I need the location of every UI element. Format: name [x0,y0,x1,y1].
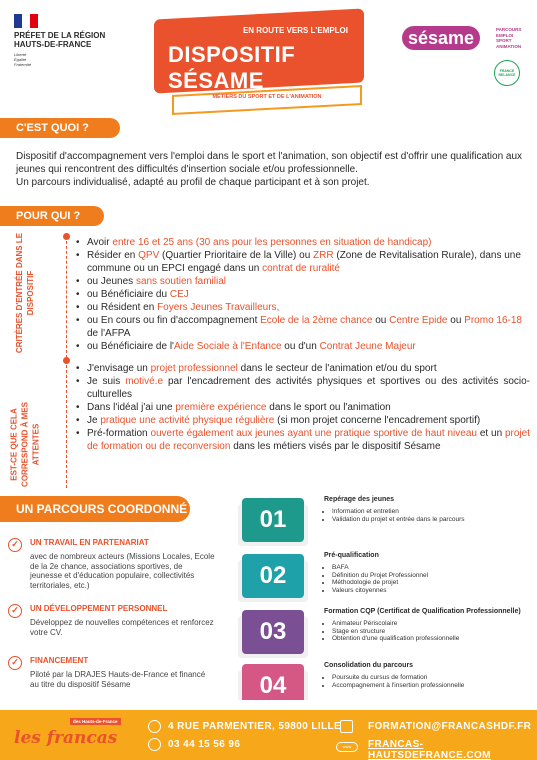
list-item: • Définition du Projet Professionnel [332,572,536,580]
phone-text: 03 44 15 56 96 [168,739,241,750]
text: ou [447,315,465,326]
text: J'envisage un [87,363,151,374]
step-3 [238,606,537,666]
block-title: UN TRAVAIL EN PARTENARIAT [30,538,149,547]
list-item [76,275,530,288]
list-item [76,314,530,340]
check-icon: ✓ [8,538,22,552]
sesame-tags [496,27,521,49]
block-description: Piloté par la DRAJES Hauts-de-France et financé au titre du dispositif Sésame [30,670,206,689]
step-items [324,508,536,523]
list-item [76,375,530,401]
list-item [76,427,530,453]
text: ou [372,315,390,326]
highlight: contrat de ruralité [262,263,340,274]
email-link[interactable]: FORMATION@FRANCASHDF.FR [368,721,532,732]
step-number: 03 [242,610,304,654]
criteria-rule [66,236,67,358]
motto-line: Égalité [14,57,27,62]
footer [0,700,537,760]
sesame-tag: ANIMATION [496,43,522,49]
text: ou Résident en [87,302,158,313]
phone-icon [148,738,161,751]
banner-kicker: EN ROUTE VERS L'EMPLOI [242,26,348,35]
highlight: Aide Sociale à l'Enfance [173,341,282,352]
step-items [324,674,536,689]
text: Résider en [87,250,139,261]
step-number: 01 [242,498,304,542]
block-title: UN DÉVELOPPEMENT PERSONNEL [30,604,168,613]
list-item [76,288,530,301]
france-relance-seal-icon: FRANCE RELANCE [494,60,520,86]
funding-block [8,656,216,689]
highlight: projet professionnel [150,363,238,374]
prefet-logo [14,14,114,67]
section-title-what: C'EST QUOI ? [0,118,120,138]
highlight: Ecole de la 2ème chance [260,315,373,326]
francas-logo [14,718,124,758]
step-title: Pré-qualification [324,552,379,559]
check-icon: ✓ [8,604,22,618]
highlight: motivé.e [125,376,164,387]
step-title: Formation CQP (Certificat de Qualification Professionnelle) [324,608,521,615]
step-items [324,620,536,643]
step-number: 02 [242,554,304,598]
page-title: DISPOSITIF SÉSAME [168,42,296,93]
text: (si mon projet concerne l'encadrement sportif) [274,415,481,426]
flag-stripe-white [22,14,30,28]
email-icon [340,720,353,733]
highlight: entre 16 et 25 ans (30 ans pour les personnes en situation de handicap) [112,237,432,248]
rule-cap [63,233,70,240]
list-item [76,362,530,375]
intro-text [16,150,526,189]
text: Je suis [87,376,126,387]
prefet-motto [14,52,114,67]
intro-paragraph: Dispositif d'accompagnement vers l'emploi dans le sport et l'animation, son objectif est d'offrir une qualification aux jeunes qui rencontrent des difficultés d'insertion sociale et/ou professionnelle. [16,151,523,175]
motto-line: Fraternité [14,62,32,67]
prefet-name: PRÉFET DE LA RÉGION HAUTS-DE-FRANCE [14,31,106,49]
list-item: • Poursuite du cursus de formation [332,674,536,682]
highlight: pratique une activité physique régulière [100,415,275,426]
list-item: • Validation du projet et entrée dans le parcours [332,516,536,524]
website-link[interactable]: FRANCAS-HAUTSDEFRANCE.COM [368,739,491,760]
list-item: • Animateur Périscolaire [332,620,536,628]
block-description: Développez de nouvelles compétences et renforcez votre CV. [30,618,214,637]
text: par l'encadrement des activités physiques et sportives ou des activités socio-culturelles [87,376,530,400]
list-item [76,340,530,353]
text: dans le sport ou l'animation [266,402,391,413]
text: ou d'un [281,341,320,352]
text: Dans l'idéal j'ai une [87,402,176,413]
motto-line: Liberté [14,52,27,57]
highlight: Promo 16-18 [464,315,522,326]
marianne-flag-icon [14,14,38,28]
highlight: QPV [138,250,160,261]
text: ou En cours ou fin d'accompagnement [87,315,261,326]
highlight: première expérience [175,402,267,413]
text: (Quartier Prioritaire de la Ville) ou [159,250,314,261]
section-title-who: POUR QUI ? [0,206,104,226]
highlight: Centre Epide [389,315,448,326]
check-icon: ✓ [8,656,22,670]
expectations-rule [66,360,67,488]
flag-stripe-blue [14,14,22,28]
step-number: 04 [242,664,304,708]
francas-wordmark: les francas [14,728,118,748]
text: Pré-formation [87,428,151,439]
website-icon: www [336,742,358,752]
step-2 [238,550,537,610]
flag-stripe-red [30,14,38,28]
expectations-side-label: EST-CE QUE CELA CORRESPOND À MES ATTENTES [9,402,41,487]
text: ou Bénéficiaire de l' [87,341,174,352]
text: Je [87,415,101,426]
sesame-tag: PARCOURS [496,27,522,32]
text: dans les métiers visés par le dispositif Sésame [230,441,441,452]
text: (Zone de Revitalisation Rurale), dans une commune ou un EPCI engagé dans un [87,250,521,274]
partnership-block [8,538,216,590]
francas-region-tag: des Hauts-de-France [70,718,121,725]
step-title: Repérage des jeunes [324,496,395,503]
list-item [76,236,530,249]
text: ou Bénéficiaire du [87,289,170,300]
block-description: avec de nombreux acteurs (Missions Locales, Ecole de la 2e chance, associations sportives, de jeunesse et d'éducation populaire, collectivités territoriales, etc.) [30,552,215,590]
text: dans le secteur de l'animation et/ou du sport [237,363,437,374]
list-item [76,249,530,275]
list-item: • BAFA [332,564,536,572]
rule-cap [63,357,70,364]
highlight: projet de formation ou de reconversion [87,428,531,452]
step-title: Consolidation du parcours [324,662,414,669]
sesame-tag: EMPLOI [496,32,514,38]
text: de l'AFPA [87,328,131,339]
list-item: • Information et entretien [332,508,536,516]
list-item: • Valeurs citoyennes [332,587,536,595]
block-title: FINANCEMENT [30,656,89,665]
title-banner [154,14,364,106]
location-pin-icon [148,720,161,733]
address-text: 4 RUE PARMENTIER, 59800 LILLE [168,721,342,732]
expectations-list [76,362,530,453]
text: Avoir [87,237,113,248]
highlight: Foyers Jeunes Travailleurs, [157,302,280,313]
section-title-path: UN PARCOURS COORDONNÉ [0,496,190,522]
step-1 [238,494,537,554]
list-item: • Accompagnement à l'insertion professionnelle [332,682,536,690]
sesame-wordmark: sésame [402,26,480,50]
criteria-list [76,236,530,353]
highlight: ZRR [313,250,334,261]
criteria-side-label: CRITÈRES D'ENTRÉE DANS LE DISPOSITIF [15,232,35,354]
step-items [324,564,536,594]
list-item: • Stage en structure [332,628,536,636]
highlight: Contrat Jeune Majeur [319,341,416,352]
sesame-tag: SPORT [496,38,512,43]
highlight: ouverte également aux jeunes ayant une pratique sportive de haut niveau [150,428,477,439]
highlight: CEJ [169,289,189,300]
list-item: • Obtention d'une qualification professionnelle [332,635,536,643]
text: ou Jeunes [87,276,136,287]
sesame-logo [402,26,534,52]
highlight: sans soutien familial [135,276,226,287]
text: et un [476,428,505,439]
banner-subtitle: MÉTIERS DU SPORT ET DE L'ANIMATION [212,94,322,100]
list-item [76,401,530,414]
list-item [76,414,530,427]
intro-paragraph: Un parcours individualisé, adapté au profil de chaque participant et à son projet. [16,177,370,188]
development-block [8,604,216,637]
list-item [76,301,530,314]
list-item: • Méthodologie de projet [332,579,536,587]
